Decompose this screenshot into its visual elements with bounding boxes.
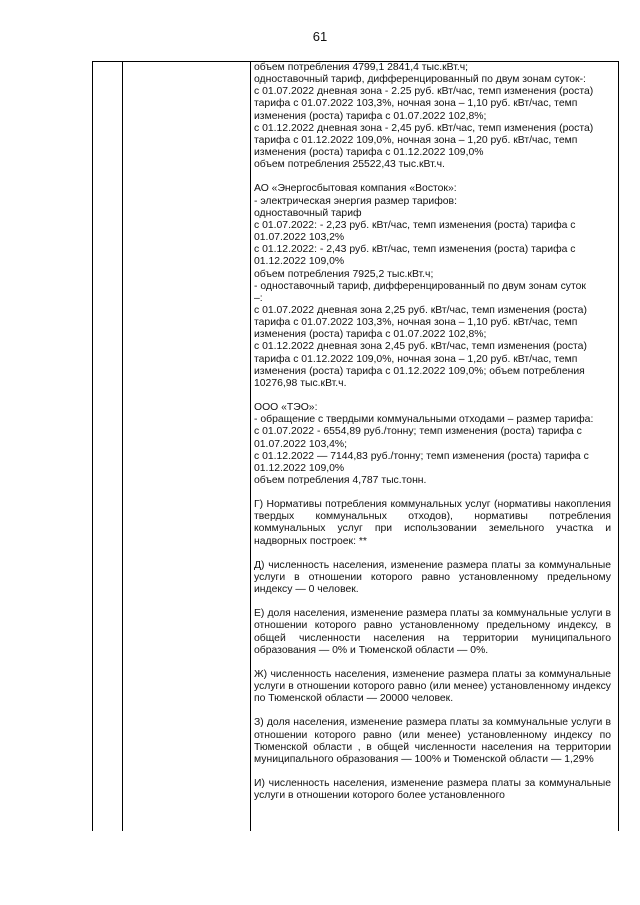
text-line: - обращение с твердыми коммунальными отходами – размер тарифа: xyxy=(254,414,594,426)
text-line: - электрическая энергия размер тарифов: xyxy=(254,195,457,207)
text-line: изменения (роста) тарифа с 01.07.2022 102,8%; xyxy=(254,329,487,341)
text-line: тарифа с 01.12.2022 109,0%, ночная зона – 1,20 руб. кВт/час, темп xyxy=(254,134,578,146)
paragraph-d-population: Д) численность населения, изменение размера платы за коммунальные услуги в отношении которого равно установленному предельному индексу — 0 человек. xyxy=(254,559,611,596)
text-line: объем потребления 4799,1 2841,4 тыс.кВт.ч; xyxy=(254,62,469,73)
text-line: объем потребления 7925,2 тыс.кВт.ч; xyxy=(254,268,434,280)
text-line: 01.12.2022 109,0% xyxy=(254,462,345,474)
text-line: –: xyxy=(254,292,263,304)
text-line: 10276,98 тыс.кВт.ч. xyxy=(254,377,347,389)
text-line: с 01.07.2022 дневная зона - 2.25 руб. кВт/час, темп изменения (роста) xyxy=(254,86,594,98)
text-line: с 01.12.2022 — 7144,83 руб./тонну; темп изменения (роста) тарифа с xyxy=(254,450,589,462)
page-number: 61 xyxy=(312,29,328,44)
document-table xyxy=(92,61,619,831)
text-line: с 01.12.2022 дневная зона 2,45 руб. кВт/час, темп изменения (роста) xyxy=(254,341,587,353)
table-column-divider xyxy=(122,62,123,831)
paragraph-e-share: Е) доля населения, изменение размера платы за коммунальные услуги в отношении которого равно установленному предельному индексу, в общей численности населения на территории муниципального образования — 0% и Тюменской области — 0%. xyxy=(254,608,611,656)
paragraph-zh-population: Ж) численность населения, изменение размера платы за коммунальные услуги в отношении которого равно (или менее) установленному индексу по Тюменской области — 20000 человек. xyxy=(254,668,611,705)
text-line: - одноставочный тариф, дифференцированный по двум зонам суток xyxy=(254,280,586,292)
text-block-teo xyxy=(254,402,611,487)
text-line: с 01.07.2022: - 2,23 руб. кВт/час, темп изменения (роста) тарифа с xyxy=(254,219,576,231)
text-line: 01.12.2022 109,0% xyxy=(254,256,345,268)
text-block-tariff-zones xyxy=(254,62,611,171)
text-line: тарифа с 01.07.2022 103,3%, ночная зона – 1,10 руб. кВт/час, темп xyxy=(254,98,578,110)
text-line: изменения (роста) тарифа с 01.07.2022 102,8%; xyxy=(254,110,487,122)
text-line: изменения (роста) тарифа с 01.12.2022 109,0% xyxy=(254,147,484,159)
text-line: объем потребления 4,787 тыс.тонн. xyxy=(254,475,427,486)
text-line: тарифа с 01.07.2022 103,3%, ночная зона – 1,10 руб. кВт/час, темп xyxy=(254,317,578,329)
text-line: с 01.12.2022: - 2,43 руб. кВт/час, темп изменения (роста) тарифа с xyxy=(254,244,576,256)
text-line: одноставочный тариф, дифференцированный по двум зонам суток-: xyxy=(254,74,586,86)
text-line: изменения (роста) тарифа с 01.12.2022 109,0%; объем потребления xyxy=(254,365,585,377)
text-block-vostok xyxy=(254,183,611,390)
text-line: одноставочный тариф xyxy=(254,207,362,219)
text-line: АО «Энергосбытовая компания «Восток»: xyxy=(254,183,457,195)
text-line: с 01.07.2022 - 6554,89 руб./тонну; темп изменения (роста) тарифа с xyxy=(254,426,582,438)
text-line: с 01.07.2022 дневная зона 2,25 руб. кВт/час, темп изменения (роста) xyxy=(254,304,587,316)
text-line: с 01.12.2022 дневная зона - 2,45 руб. кВт/час, темп изменения (роста) xyxy=(254,122,594,134)
paragraph-g-norms: Г) Нормативы потребления коммунальных услуг (нормативы накопления твердых коммунальных отходов), нормативы потребления коммунальных услуг при использовании земельного участка и надворных построек: ** xyxy=(254,499,611,547)
paragraph-i-population: И) численность населения, изменение размера платы за коммунальные услуги в отношении которого более установленного xyxy=(254,777,611,802)
table-cell-content xyxy=(254,62,611,802)
text-line: тарифа с 01.12.2022 109,0%, ночная зона – 1,20 руб. кВт/час, темп xyxy=(254,353,578,365)
text-line: ООО «ТЭО»: xyxy=(254,402,318,414)
text-line: объем потребления 25522,43 тыс.кВт.ч. xyxy=(254,159,445,171)
text-line: 01.07.2022 103,4%; xyxy=(254,438,348,450)
text-line: 01.07.2022 103,2% xyxy=(254,232,345,244)
paragraph-z-share: З) доля населения, изменение размера платы за коммунальные услуги в отношении которого равно (или менее) установленному индексу по Тюменской области , в общей численности населения на территории муниципального образования — 100% и Тюменской области — 1,29% xyxy=(254,717,611,765)
table-column-divider xyxy=(250,62,251,831)
